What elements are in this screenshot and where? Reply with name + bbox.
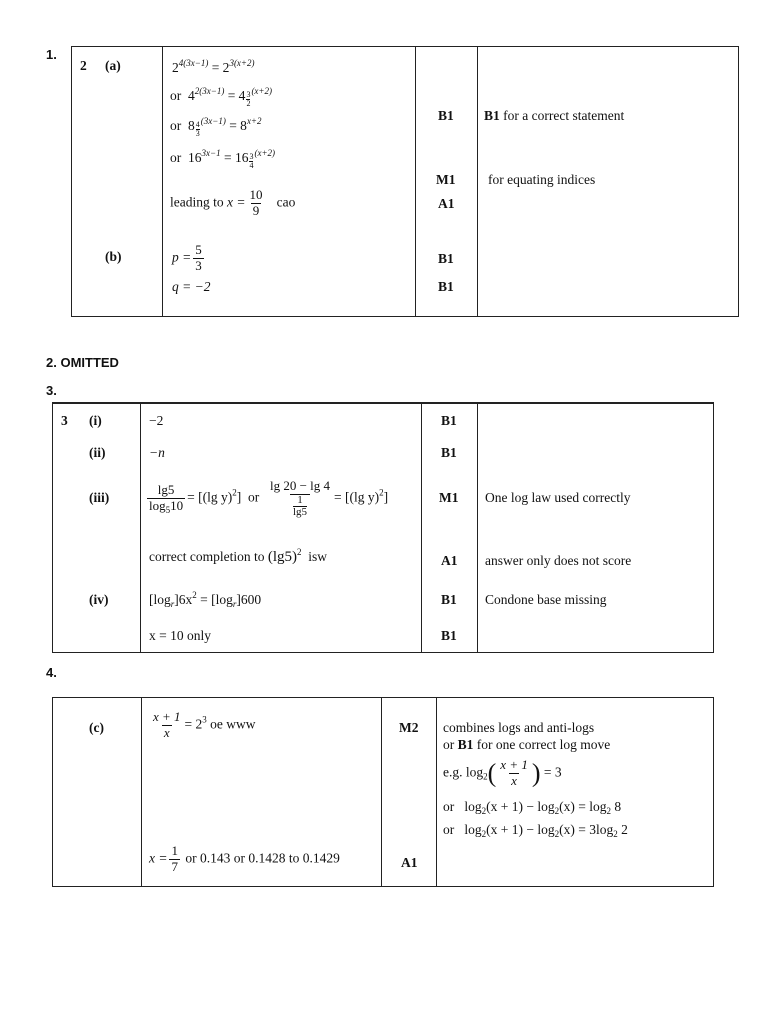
- q3-answer-iii: $\frac{\lg 5}{\log_510}$ = [(lg y)$^2$] or $\frac{\lg 20 - \lg 4}{\frac{1}{\lg 5}}$ = [(lg y)$^2$]: [149, 478, 389, 518]
- q4-markscheme-table: [52, 697, 714, 887]
- q3-mark-4: A1: [441, 553, 458, 568]
- q3-mark-2: B1: [441, 445, 457, 460]
- q1-part-a-label: (a): [105, 58, 121, 73]
- q1-q-value: q = −2: [172, 279, 211, 294]
- q3-part-iv-label: (iv): [89, 592, 109, 607]
- question-1-heading: 1.: [46, 47, 57, 62]
- q3-answer-i: −2: [149, 413, 164, 428]
- q4-part-c-label: (c): [89, 720, 104, 735]
- q1-eq-line2: or $4^{2(3x-1)} = 4$ $\frac{3}{2}$ $^{(x+2)}$: [170, 86, 272, 108]
- q3-mark-1: B1: [441, 413, 457, 428]
- q3-mark-5: B1: [441, 592, 457, 607]
- q1-mark-3: A1: [438, 196, 455, 211]
- q3-markscheme-table: [52, 402, 714, 653]
- q4-final-answer: x = $\frac{1}{7}$ or 0.143 or 0.1428 to 0.1429: [149, 843, 340, 874]
- q3-part-i-label: (i): [89, 413, 102, 428]
- q3-mark-3: M1: [439, 490, 459, 505]
- q3-part-ii-label: (ii): [89, 445, 106, 460]
- q3-part-iii-label: (iii): [89, 490, 110, 505]
- q3-guidance-b1: Condone base missing: [485, 592, 607, 607]
- q3-completion-line: correct completion to $(\lg 5)^2$ isw: [149, 547, 328, 565]
- q1-guidance-m1: for equating indices: [488, 172, 596, 187]
- q3-guidance-m1: One log law used correctly: [485, 490, 631, 505]
- q3-mark-6: B1: [441, 628, 457, 643]
- q4-guidance-line2: or B1 for one correct log move: [443, 737, 611, 752]
- q1-mark-2: M1: [436, 172, 456, 187]
- question-3-heading: 3.: [46, 383, 57, 398]
- q1-markscheme-table: [71, 46, 739, 317]
- q3-answer-iv: $[\log_r]6x^2 = [\log_r]600$: [149, 590, 262, 609]
- q1-p-value: p = $\frac{5}{3}$: [172, 242, 202, 273]
- q3-question-number: 3: [61, 413, 68, 428]
- question-2-heading: 2. OMITTED: [46, 355, 119, 370]
- q1-question-number: 2: [80, 58, 87, 73]
- q4-mark-1: M2: [399, 720, 419, 735]
- q4-guidance-line5: or $\log_2(x + 1) - \log_2(x) = 3\log_2$ 2: [443, 822, 628, 839]
- q1-eq-line4: or $16^{3x-1} = 16$ $\frac{3}{4}$ $^{(x+2)}$: [170, 148, 276, 170]
- q4-guidance-line4: or $\log_2(x + 1) - \log_2(x) = \log_2 8$: [443, 799, 622, 816]
- question-4-heading: 4.: [46, 665, 57, 680]
- q4-answer-c: $\frac{x + 1}{x}$ = $2^3$ oe www: [153, 709, 256, 740]
- q1-part-b-label: (b): [105, 249, 122, 264]
- q1-leading-to-line: leading to x = $\frac{10}{9}$ cao: [170, 187, 296, 218]
- q1-eq-line1: $2^{4(3x-1)} = 2^{3(x+2)}$: [172, 58, 255, 75]
- q3-guidance-a1: answer only does not score: [485, 553, 632, 568]
- q4-guidance-line1: combines logs and anti-logs: [443, 720, 595, 735]
- q1-guidance-b1: B1 for a correct statement: [484, 108, 625, 123]
- q1-mark-1: B1: [438, 108, 454, 123]
- q3-answer-ii: −n: [149, 445, 165, 460]
- q4-mark-2: A1: [401, 855, 418, 870]
- q4-guidance-example: e.g. $\log_2$( $\frac{x + 1}{x}$ ) = 3: [443, 757, 562, 788]
- q1-mark-5: B1: [438, 279, 454, 294]
- q1-eq-line3: or 8 $\frac{4}{3}$ $^{(3x-1)} = 8^{x+2}$: [170, 116, 262, 138]
- q1-mark-4: B1: [438, 251, 454, 266]
- q3-x-only: x = 10 only: [149, 628, 211, 643]
